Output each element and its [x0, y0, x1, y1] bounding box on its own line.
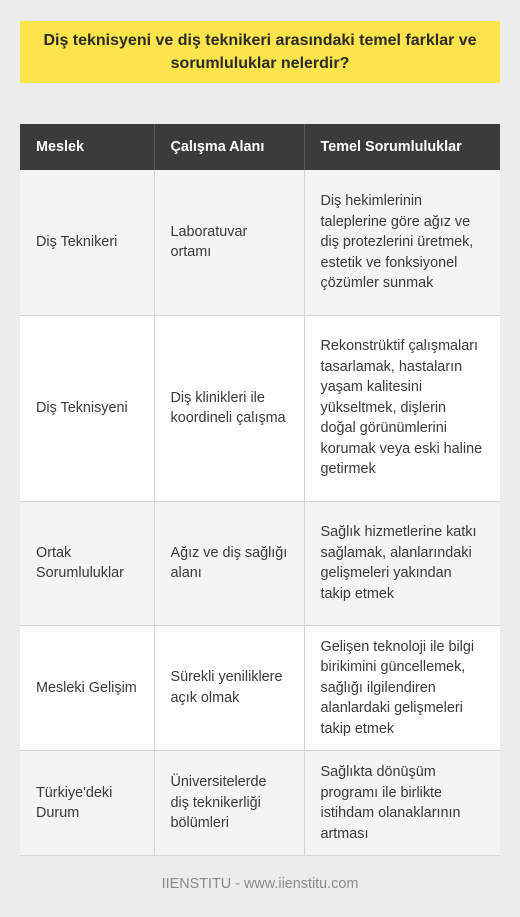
table-row: [20, 625, 500, 751]
table-cell: Diş klinikleri ile koordineli çalışma: [154, 315, 304, 501]
comparison-table: [20, 124, 500, 856]
table-cell: Gelişen teknoloji ile bilgi birikimini güncellemek, sağlığı ilgilendiren alanlardaki gelişmeleri takip etmek: [304, 625, 500, 751]
table-row: [20, 315, 500, 501]
page-title: Diş teknisyeni ve diş teknikeri arasındaki temel farklar ve sorumluluklar nelerdir?: [20, 21, 500, 83]
table-cell: Laboratuvar ortamı: [154, 170, 304, 315]
table-cell: Türkiye'deki Durum: [20, 751, 154, 856]
table-cell: Sağlıkta dönüşüm programı ile birlikte istihdam olanaklarının artması: [304, 751, 500, 856]
table-cell: Ağız ve diş sağlığı alanı: [154, 501, 304, 625]
table-row: [20, 170, 500, 315]
table-cell: Diş Teknisyeni: [20, 315, 154, 501]
table-row: [20, 501, 500, 625]
table-cell: Ortak Sorumluluklar: [20, 501, 154, 625]
table-cell: Diş Teknikeri: [20, 170, 154, 315]
table-cell: Mesleki Gelişim: [20, 625, 154, 751]
footer-credit: IIENSTITU - www.iienstitu.com: [161, 876, 359, 892]
table-cell: Rekonstrüktif çalışmaları tasarlamak, hastaların yaşam kalitesini yükseltmek, dişlerin doğal görünümlerini korumak veya eski haline getirmek: [304, 315, 500, 501]
column-header-temel-sorumluluklar: Temel Sorumluluklar: [304, 124, 500, 170]
table-cell: Üniversitelerde diş teknikerliği bölümleri: [154, 751, 304, 856]
table-cell: Sürekli yeniliklere açık olmak: [154, 625, 304, 751]
table-cell: Diş hekimlerinin taleplerine göre ağız ve diş protezlerini üretmek, estetik ve fonksiyonel çözümler sunmak: [304, 170, 500, 315]
table-row: [20, 751, 500, 856]
table-header-row: [20, 124, 500, 170]
column-header-calisma-alani: Çalışma Alanı: [154, 124, 304, 170]
column-header-meslek: Meslek: [20, 124, 154, 170]
table-cell: Sağlık hizmetlerine katkı sağlamak, alanlarındaki gelişmeleri yakından takip etmek: [304, 501, 500, 625]
